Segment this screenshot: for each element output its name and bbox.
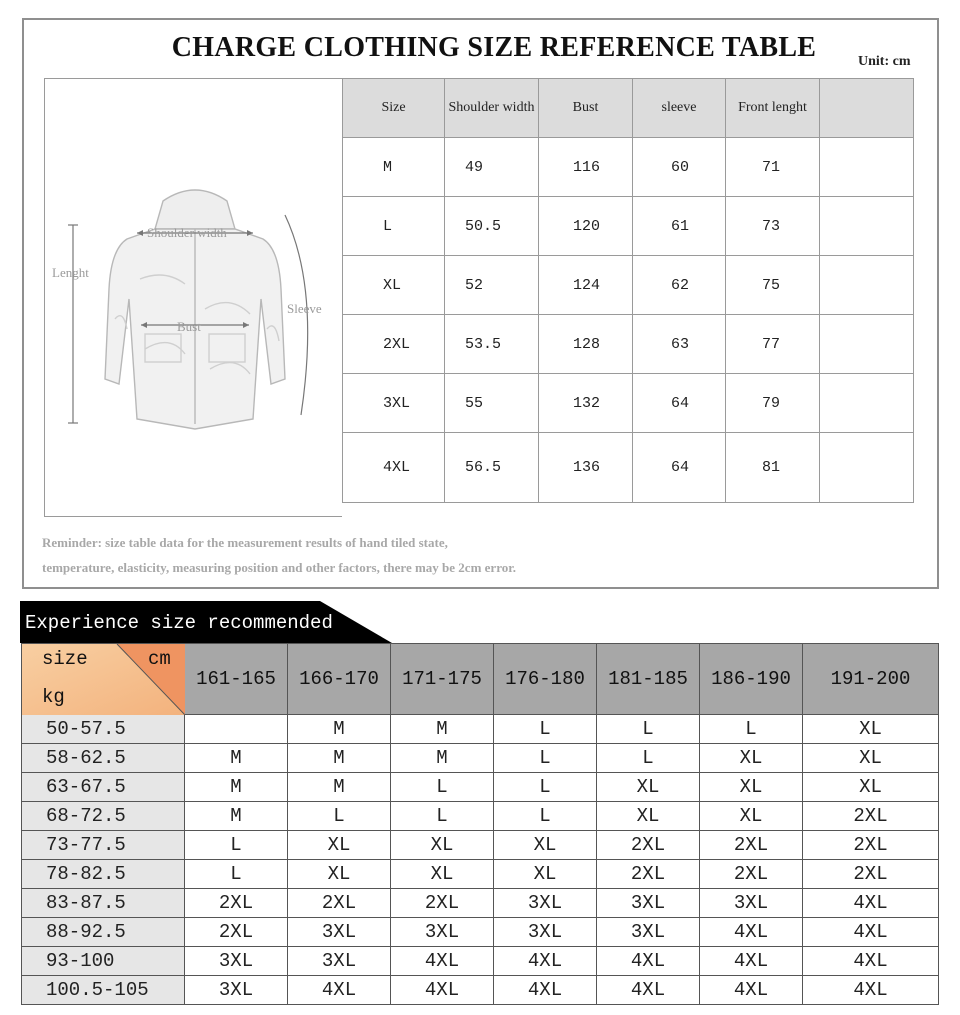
- recommended-size-cell: L: [494, 715, 597, 744]
- reminder-line-2: temperature, elasticity, measuring position and other factors, there may be 2cm error.: [42, 560, 517, 575]
- size-cell: 2XL: [343, 315, 445, 374]
- header-front-length: Front lenght: [726, 79, 820, 138]
- recommended-size-cell: L: [288, 802, 391, 831]
- recommended-size-cell: 4XL: [700, 947, 803, 976]
- recommended-size-cell: XL: [494, 831, 597, 860]
- recommended-size-cell: XL: [700, 744, 803, 773]
- recommended-size-cell: 3XL: [288, 947, 391, 976]
- size-cell: 64: [633, 433, 726, 503]
- size-cell: XL: [343, 256, 445, 315]
- recommended-size-cell: [185, 715, 288, 744]
- corner-cell: [22, 644, 185, 715]
- recommendation-row: [22, 831, 939, 860]
- recommended-size-cell: 4XL: [700, 976, 803, 1005]
- weight-range-cell: 83-87.5: [22, 889, 185, 918]
- recommended-size-cell: M: [185, 802, 288, 831]
- height-range-header: 166-170: [288, 644, 391, 715]
- recommended-size-cell: 2XL: [391, 889, 494, 918]
- recommended-size-cell: 2XL: [288, 889, 391, 918]
- reminder-line-1: Reminder: size table data for the measurement results of hand tiled state,: [42, 535, 448, 550]
- recommended-size-cell: 4XL: [803, 889, 939, 918]
- experience-title: Experience size recommended: [25, 612, 333, 634]
- size-cell: 136: [539, 433, 633, 503]
- recommended-size-cell: 4XL: [494, 947, 597, 976]
- size-table-header-row: [343, 79, 914, 138]
- size-cell: [820, 138, 914, 197]
- recommended-size-cell: XL: [803, 773, 939, 802]
- size-cell: [820, 256, 914, 315]
- recommended-size-cell: XL: [391, 831, 494, 860]
- size-cell: 56.5: [445, 433, 539, 503]
- recommended-size-cell: L: [494, 802, 597, 831]
- height-range-header: 161-165: [185, 644, 288, 715]
- recommended-size-cell: XL: [288, 860, 391, 889]
- recommended-size-cell: 4XL: [803, 947, 939, 976]
- height-range-header: 171-175: [391, 644, 494, 715]
- recommended-size-cell: XL: [700, 773, 803, 802]
- weight-range-cell: 68-72.5: [22, 802, 185, 831]
- size-cell: 77: [726, 315, 820, 374]
- corner-size-label: size: [42, 648, 88, 670]
- recommended-size-cell: L: [185, 860, 288, 889]
- recommended-size-cell: M: [185, 773, 288, 802]
- size-cell: 50.5: [445, 197, 539, 256]
- recommendation-row: [22, 773, 939, 802]
- recommended-size-cell: 2XL: [597, 860, 700, 889]
- recommendation-row: [22, 947, 939, 976]
- recommended-size-cell: L: [597, 715, 700, 744]
- recommended-size-cell: 2XL: [185, 918, 288, 947]
- recommendation-header-row: [22, 644, 939, 715]
- recommended-size-cell: 4XL: [391, 976, 494, 1005]
- recommended-size-cell: 3XL: [391, 918, 494, 947]
- recommended-size-cell: 3XL: [597, 918, 700, 947]
- length-label: Lenght: [52, 265, 89, 280]
- recommended-size-cell: 2XL: [597, 831, 700, 860]
- recommended-size-cell: 3XL: [494, 889, 597, 918]
- size-cell: 128: [539, 315, 633, 374]
- size-cell: 53.5: [445, 315, 539, 374]
- corner-cm-label: cm: [148, 648, 171, 670]
- recommended-size-cell: XL: [391, 860, 494, 889]
- recommended-size-cell: 2XL: [803, 802, 939, 831]
- recommendation-row: [22, 918, 939, 947]
- recommended-size-cell: M: [185, 744, 288, 773]
- recommended-size-cell: XL: [803, 715, 939, 744]
- recommended-size-cell: L: [391, 773, 494, 802]
- recommendation-table: [21, 643, 939, 1005]
- size-row: [343, 315, 914, 374]
- size-cell: 120: [539, 197, 633, 256]
- recommended-size-cell: XL: [494, 860, 597, 889]
- reminder-note: [42, 530, 516, 580]
- corner-kg-label: kg: [42, 686, 65, 708]
- size-cell: 71: [726, 138, 820, 197]
- header-bust: Bust: [539, 79, 633, 138]
- recommended-size-cell: 2XL: [700, 860, 803, 889]
- recommended-size-cell: L: [494, 773, 597, 802]
- size-cell: 64: [633, 374, 726, 433]
- recommended-size-cell: L: [391, 802, 494, 831]
- jacket-illustration: [45, 79, 343, 518]
- size-cell: [820, 197, 914, 256]
- recommended-size-cell: M: [288, 773, 391, 802]
- jacket-figure: [44, 78, 342, 517]
- recommended-size-cell: 3XL: [288, 918, 391, 947]
- recommendation-row: [22, 976, 939, 1005]
- size-cell: 60: [633, 138, 726, 197]
- header-shoulder-width: Shoulder width: [445, 79, 539, 138]
- recommended-size-cell: 3XL: [185, 947, 288, 976]
- recommended-size-cell: M: [288, 715, 391, 744]
- size-cell: M: [343, 138, 445, 197]
- weight-range-cell: 50-57.5: [22, 715, 185, 744]
- recommended-size-cell: 2XL: [185, 889, 288, 918]
- weight-range-cell: 93-100: [22, 947, 185, 976]
- size-cell: [820, 315, 914, 374]
- weight-range-cell: 58-62.5: [22, 744, 185, 773]
- recommended-size-cell: 4XL: [597, 947, 700, 976]
- recommended-size-cell: 3XL: [700, 889, 803, 918]
- height-range-header: 181-185: [597, 644, 700, 715]
- recommended-size-cell: 4XL: [391, 947, 494, 976]
- size-cell: 4XL: [343, 433, 445, 503]
- recommended-size-cell: 2XL: [700, 831, 803, 860]
- size-row: [343, 433, 914, 503]
- header-empty: [820, 79, 914, 138]
- size-cell: 52: [445, 256, 539, 315]
- recommended-size-cell: XL: [288, 831, 391, 860]
- size-row: [343, 197, 914, 256]
- recommended-size-cell: L: [597, 744, 700, 773]
- recommended-size-cell: 2XL: [803, 831, 939, 860]
- weight-range-cell: 63-67.5: [22, 773, 185, 802]
- recommended-size-cell: 3XL: [185, 976, 288, 1005]
- recommended-size-cell: L: [700, 715, 803, 744]
- recommended-size-cell: XL: [803, 744, 939, 773]
- weight-range-cell: 88-92.5: [22, 918, 185, 947]
- size-row: [343, 374, 914, 433]
- weight-range-cell: 100.5-105: [22, 976, 185, 1005]
- size-table: [342, 78, 914, 503]
- recommended-size-cell: M: [391, 715, 494, 744]
- recommended-size-cell: L: [494, 744, 597, 773]
- recommended-size-cell: 3XL: [597, 889, 700, 918]
- recommended-size-cell: 4XL: [494, 976, 597, 1005]
- size-cell: 55: [445, 374, 539, 433]
- recommended-size-cell: M: [288, 744, 391, 773]
- size-row: [343, 138, 914, 197]
- unit-label: Unit: cm: [858, 54, 911, 69]
- recommended-size-cell: 4XL: [597, 976, 700, 1005]
- recommended-size-cell: 4XL: [803, 976, 939, 1005]
- size-cell: 61: [633, 197, 726, 256]
- shoulder-width-label: Shoulder width: [147, 225, 227, 240]
- recommendation-row: [22, 744, 939, 773]
- height-range-header: 186-190: [700, 644, 803, 715]
- height-range-header: 176-180: [494, 644, 597, 715]
- size-cell: 79: [726, 374, 820, 433]
- header-sleeve: sleeve: [633, 79, 726, 138]
- recommended-size-cell: 4XL: [803, 918, 939, 947]
- recommendation-row: [22, 802, 939, 831]
- size-cell: L: [343, 197, 445, 256]
- size-cell: [820, 374, 914, 433]
- height-range-header: 191-200: [803, 644, 939, 715]
- size-cell: [820, 433, 914, 503]
- recommended-size-cell: 3XL: [494, 918, 597, 947]
- size-cell: 124: [539, 256, 633, 315]
- recommended-size-cell: 4XL: [700, 918, 803, 947]
- header-size: Size: [343, 79, 445, 138]
- weight-range-cell: 73-77.5: [22, 831, 185, 860]
- recommended-size-cell: XL: [597, 802, 700, 831]
- size-cell: 75: [726, 256, 820, 315]
- size-cell: 62: [633, 256, 726, 315]
- size-row: [343, 256, 914, 315]
- size-cell: 81: [726, 433, 820, 503]
- recommended-size-cell: L: [185, 831, 288, 860]
- size-cell: 73: [726, 197, 820, 256]
- page-title: CHARGE CLOTHING SIZE REFERENCE TABLE: [171, 32, 817, 63]
- recommended-size-cell: 2XL: [803, 860, 939, 889]
- size-reference-panel: [22, 18, 939, 589]
- recommended-size-cell: M: [391, 744, 494, 773]
- bust-label: Bust: [177, 319, 201, 334]
- size-cell: 3XL: [343, 374, 445, 433]
- recommendation-row: [22, 889, 939, 918]
- size-cell: 132: [539, 374, 633, 433]
- recommended-size-cell: XL: [597, 773, 700, 802]
- size-cell: 116: [539, 138, 633, 197]
- size-cell: 49: [445, 138, 539, 197]
- size-cell: 63: [633, 315, 726, 374]
- recommended-size-cell: 4XL: [288, 976, 391, 1005]
- recommendation-row: [22, 860, 939, 889]
- recommended-size-cell: XL: [700, 802, 803, 831]
- sleeve-label: Sleeve: [287, 301, 322, 316]
- recommendation-row: [22, 715, 939, 744]
- weight-range-cell: 78-82.5: [22, 860, 185, 889]
